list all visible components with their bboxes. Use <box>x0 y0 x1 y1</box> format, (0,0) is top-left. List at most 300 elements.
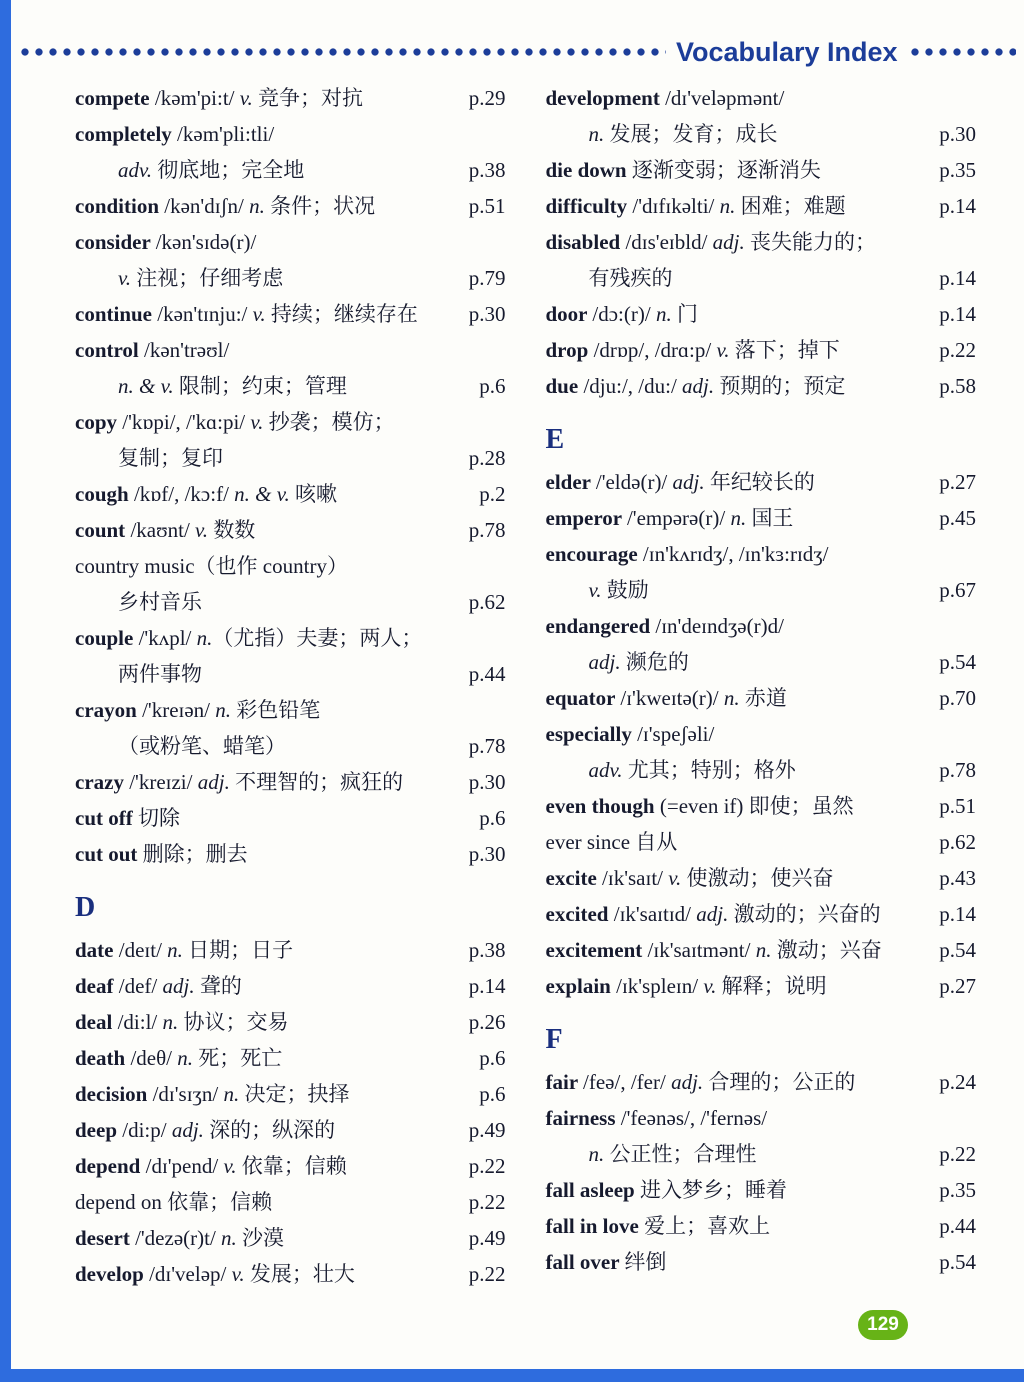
page-ref: p.29 <box>468 86 506 110</box>
headword: difficulty <box>545 194 633 218</box>
entry-text <box>546 1244 667 1280</box>
entry-text <box>546 932 882 968</box>
part-of-speech: adj. <box>682 374 715 398</box>
entry-line <box>546 968 977 1004</box>
definition-text: 复制；复印 <box>118 446 223 470</box>
page-ref: p.27 <box>939 974 976 998</box>
part-of-speech: adj. <box>671 1070 704 1094</box>
definition-text: /'empərə(r)/ <box>626 506 731 530</box>
definition-text: 激动的；兴奋的 <box>728 902 881 926</box>
definition-text: /'kreɪzi/ <box>129 770 198 794</box>
page-number: 129 <box>867 1314 899 1335</box>
part-of-speech: adj. <box>712 230 745 254</box>
vocab-entry <box>75 332 506 404</box>
page-ref: p.49 <box>468 1118 506 1142</box>
part-of-speech: n. <box>719 194 736 218</box>
entry-line <box>75 1112 506 1148</box>
page-ref: p.22 <box>939 338 976 362</box>
definition-text: /ɪn'deɪndʒə(r)d/ <box>655 614 784 638</box>
entry-text <box>546 680 787 716</box>
part-of-speech: n. <box>221 1226 237 1250</box>
entry-text <box>75 968 242 1004</box>
entry-line <box>546 752 977 788</box>
entry-text <box>546 1172 788 1208</box>
left-border-bar <box>0 0 11 1382</box>
headword: endangered <box>545 614 656 638</box>
definition-text: /'feənəs/, /'fernəs/ <box>620 1106 768 1130</box>
headword: equator <box>545 686 621 710</box>
vocab-entry <box>75 296 506 332</box>
entry-text <box>546 188 846 224</box>
headword: count <box>75 518 131 542</box>
part-of-speech: n. <box>755 938 772 962</box>
part-of-speech: n. & v. <box>234 482 290 506</box>
definition-text: 濒危的 <box>620 650 689 674</box>
headword: cut out <box>75 842 143 866</box>
definition-text: /ɪk'spleɪn/ <box>616 974 704 998</box>
headword: deaf <box>75 974 119 998</box>
part-of-speech: adv. <box>588 758 623 782</box>
page-ref: p.6 <box>479 806 506 830</box>
entry-text <box>546 824 678 860</box>
bottom-border-bar <box>0 1369 1024 1382</box>
part-of-speech: adj. <box>171 1118 204 1142</box>
entry-line <box>546 608 977 644</box>
entry-text <box>75 692 320 728</box>
entry-text <box>546 260 673 296</box>
vocab-entry <box>75 620 506 692</box>
part-of-speech: n. <box>655 302 672 326</box>
entry-line <box>546 1208 977 1244</box>
definition-text: /drɒp/, /drɑ:p/ <box>593 338 717 362</box>
definition-text: /ɪ'kweɪtə(r)/ <box>620 686 724 710</box>
vocab-entry <box>546 968 977 1004</box>
page-title: Vocabulary Index <box>676 36 898 67</box>
page-ref: p.14 <box>939 266 976 290</box>
vocab-entry <box>75 1076 506 1112</box>
entry-text <box>75 440 223 476</box>
page-ref: p.22 <box>939 1142 976 1166</box>
headword: desert <box>75 1226 136 1250</box>
vocab-entry <box>75 1220 506 1256</box>
vocab-entry <box>75 836 506 872</box>
entry-text <box>75 80 363 116</box>
definition-text: 死；死亡 <box>193 1046 283 1070</box>
page-ref: p.58 <box>939 374 976 398</box>
definition-text: 协议；交易 <box>178 1010 289 1034</box>
definition-text: /'kʌpl/ <box>138 626 197 650</box>
page-ref: p.35 <box>939 1178 976 1202</box>
definition-text: /'eldə(r)/ <box>595 470 673 494</box>
vocab-entry <box>546 296 977 332</box>
vocab-entry <box>546 824 977 860</box>
vocab-entry <box>75 764 506 800</box>
headword: couple <box>75 626 139 650</box>
headword: deal <box>75 1010 118 1034</box>
vocab-entry <box>75 512 506 548</box>
vocab-entry <box>75 1004 506 1040</box>
entry-line <box>546 896 977 932</box>
column <box>546 80 977 1292</box>
page-header <box>18 38 1016 66</box>
headword: encourage <box>545 542 643 566</box>
page-ref: p.30 <box>468 302 506 326</box>
headword: fall in love <box>545 1214 645 1238</box>
vocab-entry <box>546 680 977 716</box>
headword: completely <box>75 122 178 146</box>
definition-text: /kəm'pli:tli/ <box>177 122 275 146</box>
entry-text <box>546 296 698 332</box>
part-of-speech: v. <box>223 1154 237 1178</box>
entry-line <box>75 116 506 152</box>
entry-line <box>546 824 977 860</box>
vocab-entry <box>75 1148 506 1184</box>
headword: cut off <box>75 806 138 830</box>
headword: fall asleep <box>545 1178 640 1202</box>
definition-text: 绊倒 <box>624 1250 667 1274</box>
definition-text: 切除 <box>137 806 180 830</box>
definition-text: /deθ/ <box>130 1046 178 1070</box>
entry-text <box>75 296 418 332</box>
vocab-entry <box>75 188 506 224</box>
entry-line <box>546 116 977 152</box>
definition-text: 发展；发育；成长 <box>604 122 778 146</box>
part-of-speech: adj. <box>696 902 729 926</box>
vocab-entry <box>546 932 977 968</box>
vocab-entry <box>546 152 977 188</box>
headword: due <box>545 374 584 398</box>
entry-text <box>75 656 202 692</box>
vocab-entry <box>546 464 977 500</box>
headword: door <box>545 302 593 326</box>
definition-text: /ɪ'speʃəli/ <box>637 722 715 746</box>
definition-text: /kɒf/, /kɔ:f/ <box>133 482 235 506</box>
entry-text <box>75 1040 282 1076</box>
headword: emperor <box>545 506 627 530</box>
entry-text <box>75 512 255 548</box>
entry-line <box>75 1220 506 1256</box>
definition-text: /def/ <box>118 974 163 998</box>
part-of-speech: adj. <box>672 470 705 494</box>
entry-line <box>546 500 977 536</box>
entry-text <box>75 932 293 968</box>
entry-line <box>75 368 506 404</box>
page-ref: p.51 <box>939 794 976 818</box>
vocab-entry <box>75 548 506 620</box>
page-ref: p.49 <box>468 1226 506 1250</box>
part-of-speech: n. <box>588 1142 605 1166</box>
definition-text: /kən'trəʊl/ <box>144 338 230 362</box>
page-ref: p.30 <box>468 842 506 866</box>
entry-line <box>75 932 506 968</box>
definition-text: /'dezə(r)t/ <box>135 1226 222 1250</box>
entry-line <box>75 584 506 620</box>
entry-text <box>546 1064 856 1100</box>
entry-line <box>546 1136 977 1172</box>
entry-text <box>75 116 274 152</box>
headword: fairness <box>545 1106 621 1130</box>
definition-text: /'dɪfɪkəlti/ <box>632 194 720 218</box>
page-number-badge <box>858 1310 908 1340</box>
vocab-entry <box>546 1208 977 1244</box>
definition-text: 抄袭；模仿； <box>263 410 395 434</box>
headword: crayon <box>75 698 143 722</box>
headword: drop <box>545 338 594 362</box>
definition-text: /kən'tɪnju:/ <box>157 302 253 326</box>
entry-line <box>75 260 506 296</box>
section-letter: F <box>545 1024 563 1055</box>
entry-text <box>546 860 834 896</box>
definition-text: 不理智的；疯狂的 <box>229 770 404 794</box>
entry-text <box>75 404 395 440</box>
definition-text: 发展；壮大 <box>244 1262 355 1286</box>
page-ref: p.79 <box>468 266 506 290</box>
headword: cough <box>75 482 134 506</box>
definition-text: /dɪ'veləpmənt/ <box>665 86 785 110</box>
page-ref: p.27 <box>939 470 976 494</box>
vocab-entry <box>546 860 977 896</box>
headword: excite <box>545 866 603 890</box>
section-letter: E <box>545 424 565 455</box>
definition-text: 条件；状况 <box>264 194 376 218</box>
page-ref: p.78 <box>468 518 506 542</box>
headword: decision <box>75 1082 153 1106</box>
headword: excitement <box>545 938 648 962</box>
definition-text: 国王 <box>746 506 794 530</box>
entry-line <box>546 644 977 680</box>
entry-text <box>546 332 840 368</box>
definition-text: /dɪs'eɪbld/ <box>625 230 713 254</box>
entry-text <box>546 1136 757 1172</box>
vocab-entry <box>75 692 506 764</box>
entry-line <box>75 440 506 476</box>
part-of-speech: v. <box>703 974 717 998</box>
entry-text <box>546 500 794 536</box>
part-of-speech: n. <box>223 1082 240 1106</box>
definition-text: ever since 自从 <box>545 830 678 854</box>
definition-text: /'kreɪən/ <box>142 698 216 722</box>
definition-text: depend on 依靠；信赖 <box>75 1190 273 1214</box>
definition-text: 合理的；公正的 <box>703 1070 856 1094</box>
entry-line <box>75 1076 506 1112</box>
entry-text <box>75 1004 289 1040</box>
definition-text: 有残疾的 <box>588 266 673 290</box>
entry-text <box>546 152 821 188</box>
part-of-speech: adv. <box>118 158 153 182</box>
definition-text: /dɔ:(r)/ <box>592 302 656 326</box>
headword: deep <box>75 1118 123 1142</box>
definition-text: 日期；日子 <box>182 938 294 962</box>
headword: fall over <box>545 1250 625 1274</box>
page-ref: p.62 <box>939 830 976 854</box>
entry-text <box>546 224 877 260</box>
part-of-speech: v. <box>239 86 253 110</box>
definition-text: /kəm'pi:t/ <box>154 86 240 110</box>
entry-line <box>546 368 977 404</box>
headword: consider <box>75 230 156 254</box>
entry-text <box>75 260 283 296</box>
part-of-speech: n. <box>215 698 231 722</box>
part-of-speech: adj. <box>588 650 621 674</box>
entry-line <box>546 260 977 296</box>
page-ref: p.67 <box>939 578 976 602</box>
vocab-entry <box>75 80 506 116</box>
part-of-speech: adj. <box>162 974 195 998</box>
definition-text: 鼓励 <box>601 578 649 602</box>
part-of-speech: n. <box>730 506 747 530</box>
page-ref: p.54 <box>939 650 976 674</box>
entry-text <box>75 836 248 872</box>
page-ref: p.44 <box>939 1214 976 1238</box>
page-ref: p.22 <box>468 1262 506 1286</box>
definition-text: 深的；纵深的 <box>203 1118 336 1142</box>
entry-text <box>546 896 881 932</box>
page-ref: p.14 <box>939 302 976 326</box>
vocab-entry <box>546 608 977 680</box>
vocab-entry <box>75 800 506 836</box>
definition-text: 赤道 <box>739 686 787 710</box>
vocab-entry <box>546 80 977 152</box>
entry-line <box>75 656 506 692</box>
entry-line <box>546 1100 977 1136</box>
part-of-speech: n. <box>162 1010 179 1034</box>
entry-text <box>546 716 715 752</box>
entry-text <box>75 1220 284 1256</box>
vocab-entry <box>75 116 506 188</box>
entry-line <box>75 476 506 512</box>
entry-line <box>75 1148 506 1184</box>
definition-text: 决定；抉择 <box>239 1082 350 1106</box>
entry-line <box>75 968 506 1004</box>
entry-text <box>75 584 202 620</box>
vocab-entry <box>546 500 977 536</box>
definition-text: 丧失能力的； <box>744 230 876 254</box>
entry-line <box>546 1172 977 1208</box>
definition-text: /dju:/, /du:/ <box>583 374 683 398</box>
entry-line <box>75 188 506 224</box>
definition-text: /kən'sɪdə(r)/ <box>155 230 257 254</box>
entry-text <box>546 572 649 608</box>
vocab-entry <box>75 1184 506 1220</box>
vocab-entry <box>75 404 506 476</box>
definition-text: 竞争；对抗 <box>252 86 364 110</box>
page-ref: p.54 <box>939 938 976 962</box>
entry-line <box>75 404 506 440</box>
part-of-speech: v. <box>252 302 266 326</box>
page-ref: p.62 <box>468 590 506 614</box>
entry-line <box>75 332 506 368</box>
definition-text: 两件事物 <box>118 662 202 686</box>
entry-text <box>75 728 286 764</box>
definition-text: 门 <box>671 302 698 326</box>
vocab-entry <box>75 1112 506 1148</box>
definition-text: 激动；兴奋 <box>771 938 882 962</box>
part-of-speech: n. <box>167 938 183 962</box>
entry-text <box>75 764 403 800</box>
definition-text: （或粉笔、蜡笔） <box>118 734 286 758</box>
page-ref: p.2 <box>479 482 506 506</box>
entry-line <box>546 932 977 968</box>
vocab-entry <box>75 968 506 1004</box>
definition-text: 咳嗽 <box>289 482 338 506</box>
entry-text <box>546 464 815 500</box>
page-ref: p.24 <box>939 1070 976 1094</box>
entry-text <box>546 788 854 824</box>
entry-line <box>546 188 977 224</box>
part-of-speech: n. <box>177 1046 193 1070</box>
definition-text: 持续；继续存在 <box>265 302 418 326</box>
entry-text <box>75 1256 355 1292</box>
definition-text: /ɪk'saɪt/ <box>602 866 669 890</box>
entry-text <box>546 968 827 1004</box>
vocab-entry <box>75 932 506 968</box>
part-of-speech: v. <box>716 338 730 362</box>
headword: elder <box>545 470 596 494</box>
entry-line <box>75 764 506 800</box>
definition-text: /deɪt/ <box>118 938 168 962</box>
vocab-entry <box>546 188 977 224</box>
definition-text: /kaʊnt/ <box>130 518 196 542</box>
entry-line <box>75 1184 506 1220</box>
part-of-speech: v. <box>195 518 209 542</box>
definition-text: country music（也作 country） <box>75 554 348 578</box>
vocab-entry <box>546 1064 977 1100</box>
vocab-entry <box>546 1244 977 1280</box>
entry-text <box>75 188 375 224</box>
definition-text: /feə/, /fer/ <box>583 1070 672 1094</box>
headword: especially <box>545 722 638 746</box>
definition-text: 逐渐变弱；逐渐消失 <box>631 158 821 182</box>
headword: control <box>75 338 145 362</box>
part-of-speech: v. <box>668 866 682 890</box>
entry-line <box>75 80 506 116</box>
page-ref: p.44 <box>468 662 506 686</box>
entry-line <box>546 1244 977 1280</box>
page-ref: p.6 <box>479 1082 506 1106</box>
page-ref: p.30 <box>939 122 976 146</box>
entry-text <box>75 1148 347 1184</box>
definition-text: 沙漠 <box>236 1226 285 1250</box>
vocab-entry <box>75 224 506 296</box>
vocab-entry <box>546 788 977 824</box>
vocab-entry <box>75 476 506 512</box>
definition-text: （尤指）夫妻；两人； <box>212 626 423 650</box>
definition-text: 乡村音乐 <box>118 590 202 614</box>
entry-text <box>546 644 689 680</box>
entry-text <box>75 368 347 404</box>
entry-line <box>546 716 977 752</box>
definition-text: 限制；约束；管理 <box>173 374 347 398</box>
headword: copy <box>75 410 123 434</box>
vocab-entry <box>546 536 977 608</box>
definition-text: /'kɒpi/, /'kɑ:pi/ <box>122 410 251 434</box>
vocab-entry <box>546 332 977 368</box>
column <box>75 80 506 1292</box>
part-of-speech: v. <box>118 266 132 290</box>
definition-text: /dɪ'sɪʒn/ <box>152 1082 224 1106</box>
entry-line <box>75 836 506 872</box>
page-ref: p.43 <box>939 866 976 890</box>
entry-line <box>546 464 977 500</box>
vocab-entry <box>75 1256 506 1292</box>
entry-line <box>75 800 506 836</box>
entry-text <box>546 752 796 788</box>
page-ref: p.6 <box>479 374 506 398</box>
entry-line <box>546 224 977 260</box>
page-ref: p.54 <box>939 1250 976 1274</box>
definition-text: 删除；删去 <box>142 842 248 866</box>
definition-text: 数数 <box>208 518 256 542</box>
